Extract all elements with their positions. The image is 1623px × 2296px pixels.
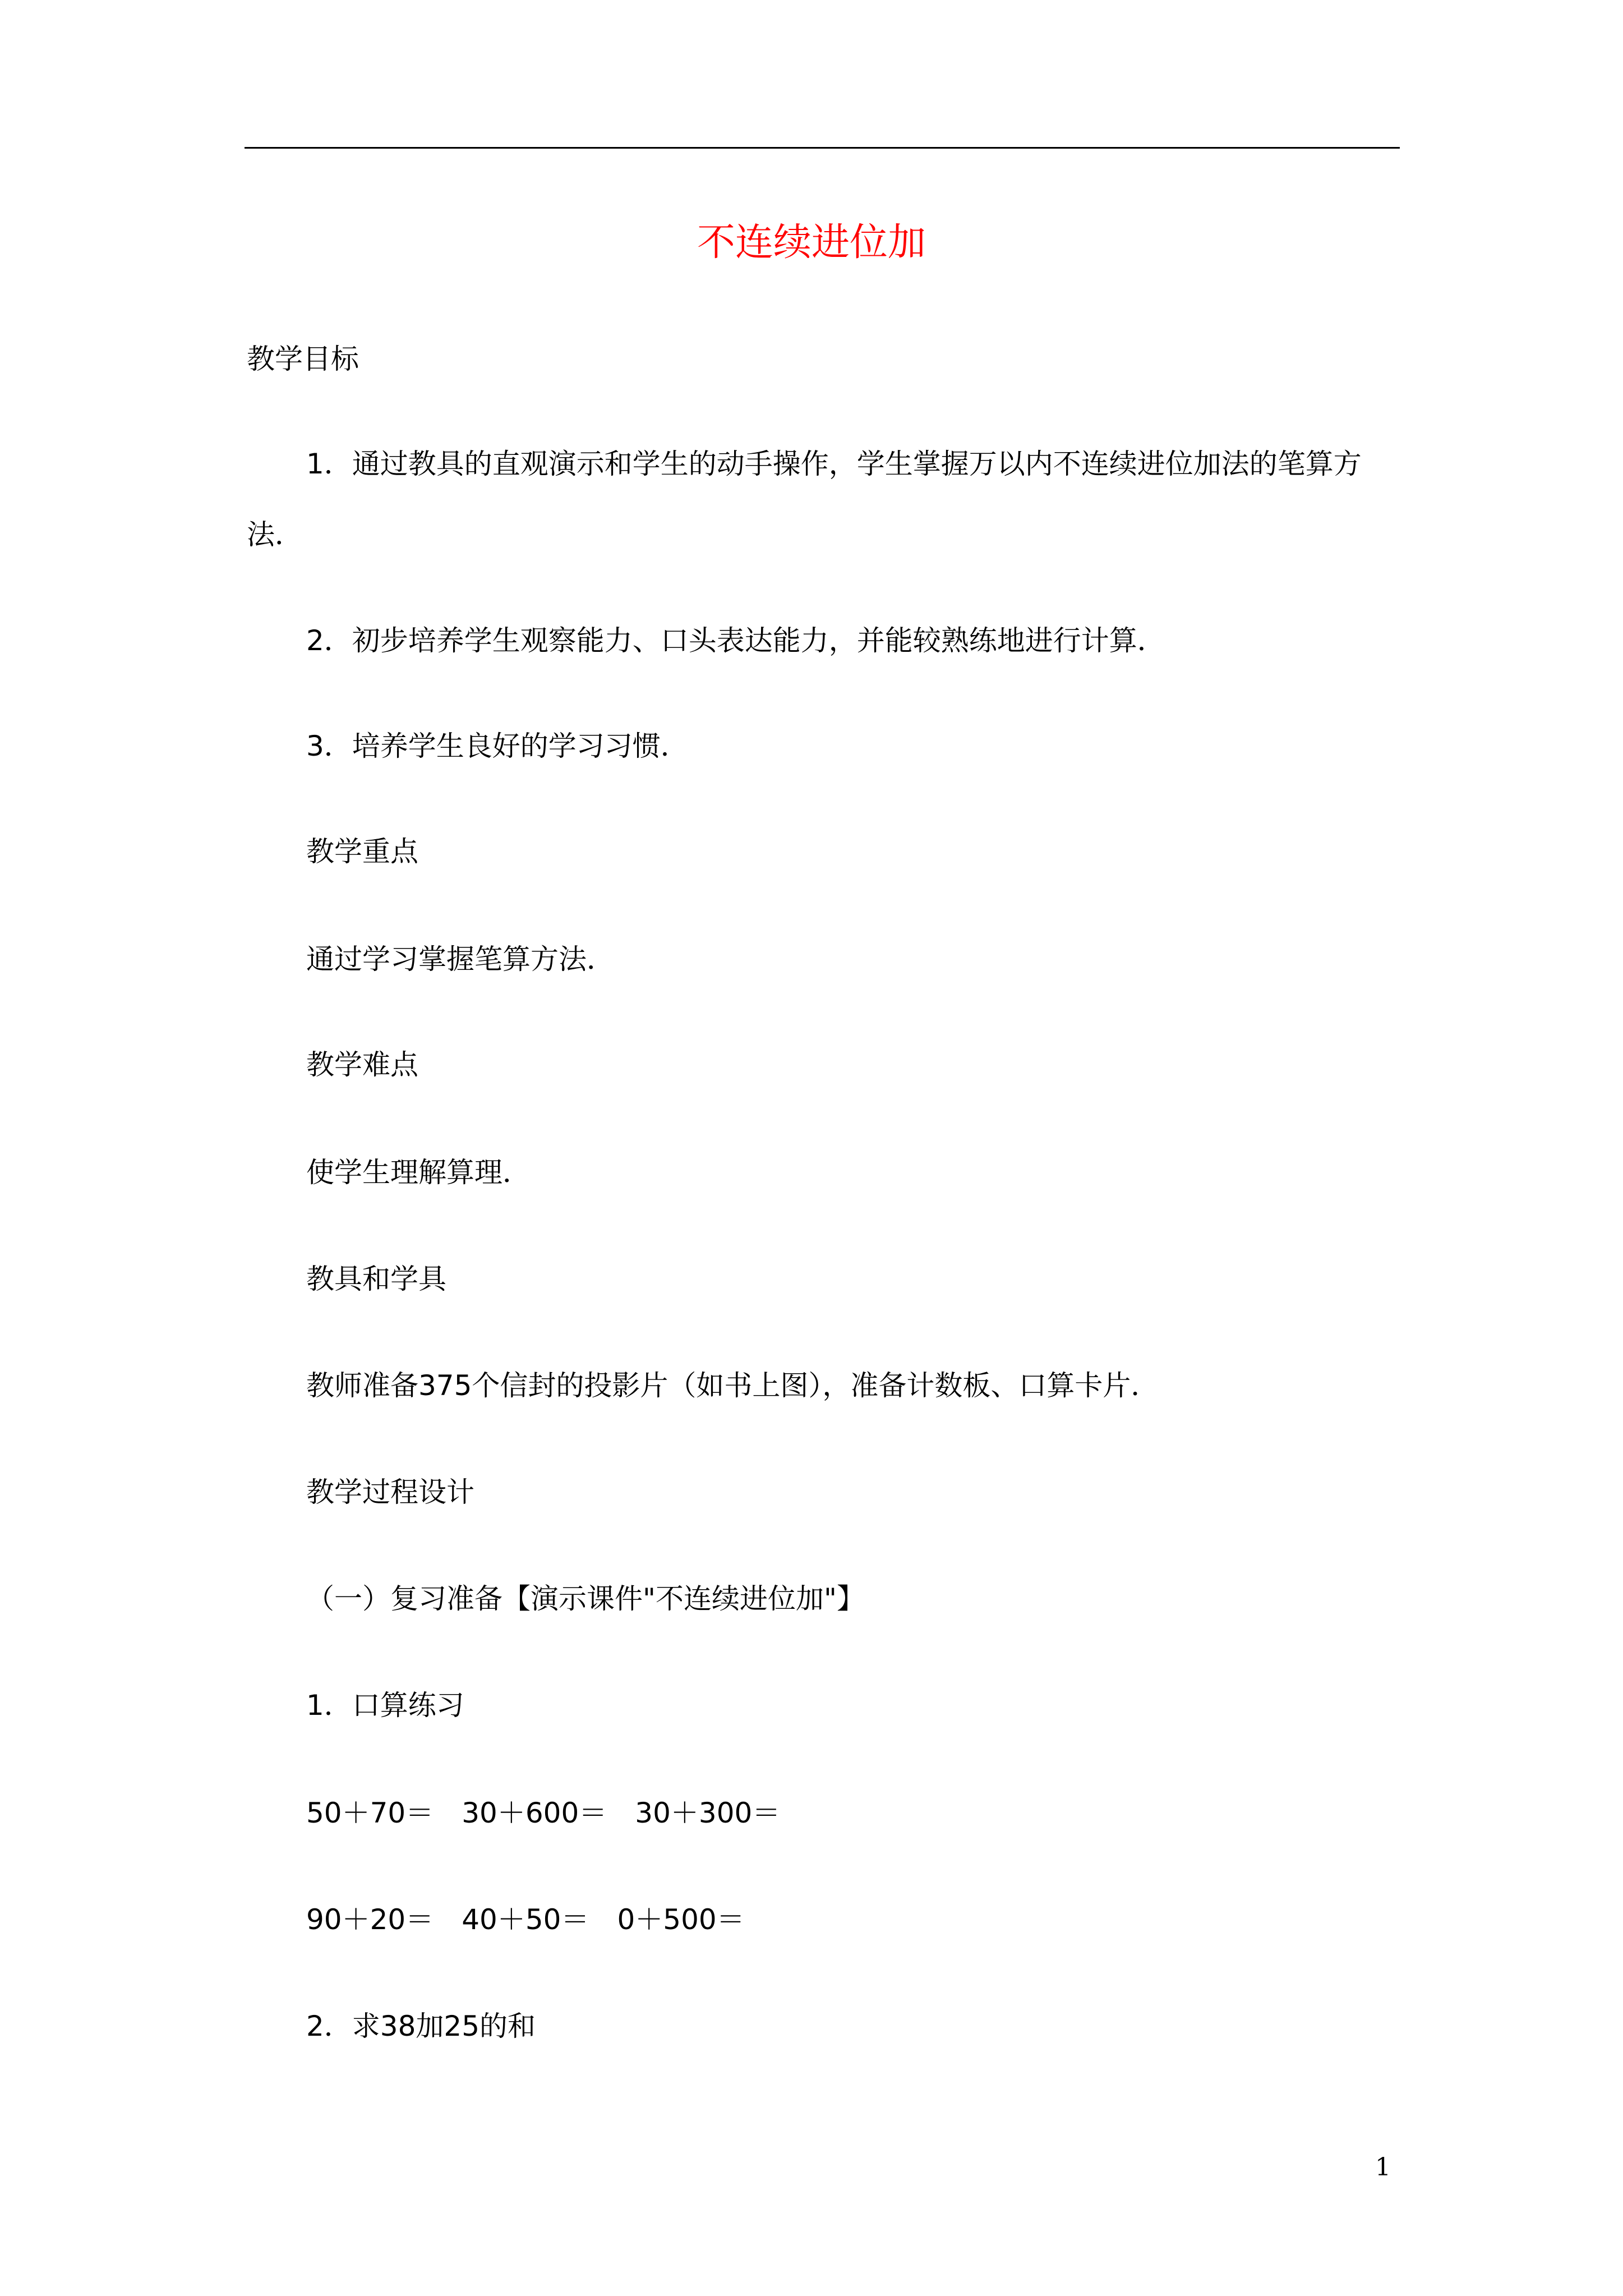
oral-practice-row-2: 90＋20＝ 40＋50＝ 0＋500＝ — [306, 1903, 745, 1936]
goal-item-3: 3．培养学生良好的学习习惯． — [306, 730, 689, 762]
process-step-1: （一）复习准备【演示课件"不连续进位加"】 — [306, 1582, 865, 1615]
section-heading-goals: 教学目标 — [247, 343, 359, 375]
page-number: 1 — [1375, 2153, 1391, 2182]
document-title: 不连续进位加 — [697, 220, 926, 265]
goal-item-1: 1．通过教具的直观演示和学生的动手操作，学生掌握万以内不连续进位加法的笔算方法． — [247, 448, 1362, 551]
oral-practice-row-1: 50＋70＝ 30＋600＝ 30＋300＝ — [306, 1797, 781, 1829]
section-heading-tools: 教具和学具 — [306, 1263, 446, 1295]
oral-practice-heading: 1．口算练习 — [306, 1689, 464, 1722]
goal-item-2: 2．初步培养学生观察能力、口头表达能力，并能较熟练地进行计算． — [306, 624, 1165, 657]
section-heading-difficulty: 教学难点 — [306, 1048, 418, 1081]
section-heading-process: 教学过程设计 — [306, 1476, 474, 1508]
key-text: 通过学习掌握笔算方法． — [306, 943, 615, 976]
difficulty-text: 使学生理解算理． — [306, 1156, 531, 1189]
header-rule — [245, 147, 1400, 149]
section-heading-key: 教学重点 — [306, 835, 418, 868]
sum-task: 2．求38加25的和 — [306, 2010, 536, 2042]
tools-text: 教师准备375个信封的投影片（如书上图），准备计数板、口算卡片． — [306, 1369, 1159, 1402]
